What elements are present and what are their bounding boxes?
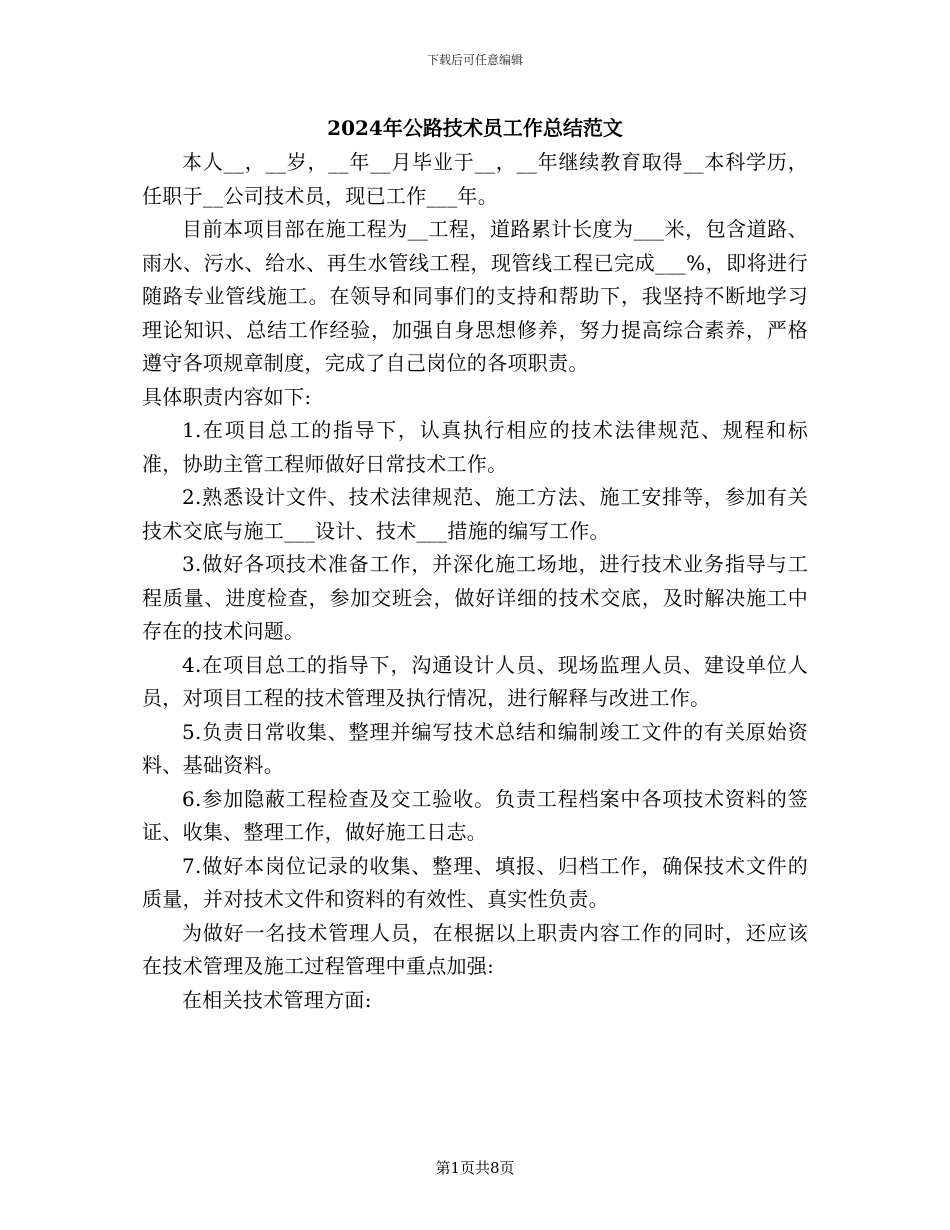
paragraph-duty-5: 5.负责日常收集、整理并编写技术总结和编制竣工文件的有关原始资料、基础资料。 (142, 719, 808, 777)
paragraph-project: 目前本项目部在施工程为__工程，道路累计长度为___米，包含道路、雨水、污水、给水、再生水管线工程，现管线工程已完成___%，即将进行随路专业管线施工。在领导和同事们的支持和帮助下，我坚持不断地学习理论知识、总结工作经验，加强自身思想修养，努力提高综合素养，严格遵守各项规章制度，完成了自己岗位的各项职责。 (142, 217, 808, 375)
paragraph-tech-management: 在相关技术管理方面: (182, 987, 372, 1012)
page-number: 第1页共8页 (435, 1159, 515, 1177)
paragraph-duty-2: 2.熟悉设计文件、技术法律规范、施工方法、施工安排等，参加有关技术交底与施工___设计、技术___措施的编写工作。 (142, 485, 808, 543)
paragraph-duty-1: 1.在项目总工的指导下，认真执行相应的技术法律规范、规程和标准，协助主管工程师做好日常技术工作。 (142, 418, 808, 476)
paragraph-duty-6: 6.参加隐蔽工程检查及交工验收。负责工程档案中各项技术资料的签证、收集、整理工作，做好施工日志。 (142, 786, 808, 844)
document-title: 2024年公路技术员工作总结范文 (327, 116, 623, 140)
paragraph-duty-4: 4.在项目总工的指导下，沟通设计人员、现场监理人员、建设单位人员，对项目工程的技术管理及执行情况，进行解释与改进工作。 (142, 652, 808, 710)
paragraph-duties-heading: 具体职责内容如下: (142, 384, 312, 409)
page-header-note: 下载后可任意编辑 (426, 53, 523, 67)
paragraph-duty-3: 3.做好各项技术准备工作，并深化施工场地，进行技术业务指导与工程质量、进度检查，参加交班会，做好详细的技术交底，及时解决施工中存在的技术问题。 (142, 552, 808, 643)
paragraph-intro: 本人__，__岁，__年__月毕业于__，__年继续教育取得__本科学历，任职于__公司技术员，现已工作___年。 (142, 150, 808, 208)
document-body (142, 146, 808, 1017)
paragraph-focus: 为做好一名技术管理人员，在根据以上职责内容工作的同时，还应该在技术管理及施工过程管理中重点加强: (142, 920, 808, 978)
paragraph-duty-7: 7.做好本岗位记录的收集、整理、填报、归档工作，确保技术文件的质量，并对技术文件和资料的有效性、真实性负责。 (142, 853, 808, 911)
